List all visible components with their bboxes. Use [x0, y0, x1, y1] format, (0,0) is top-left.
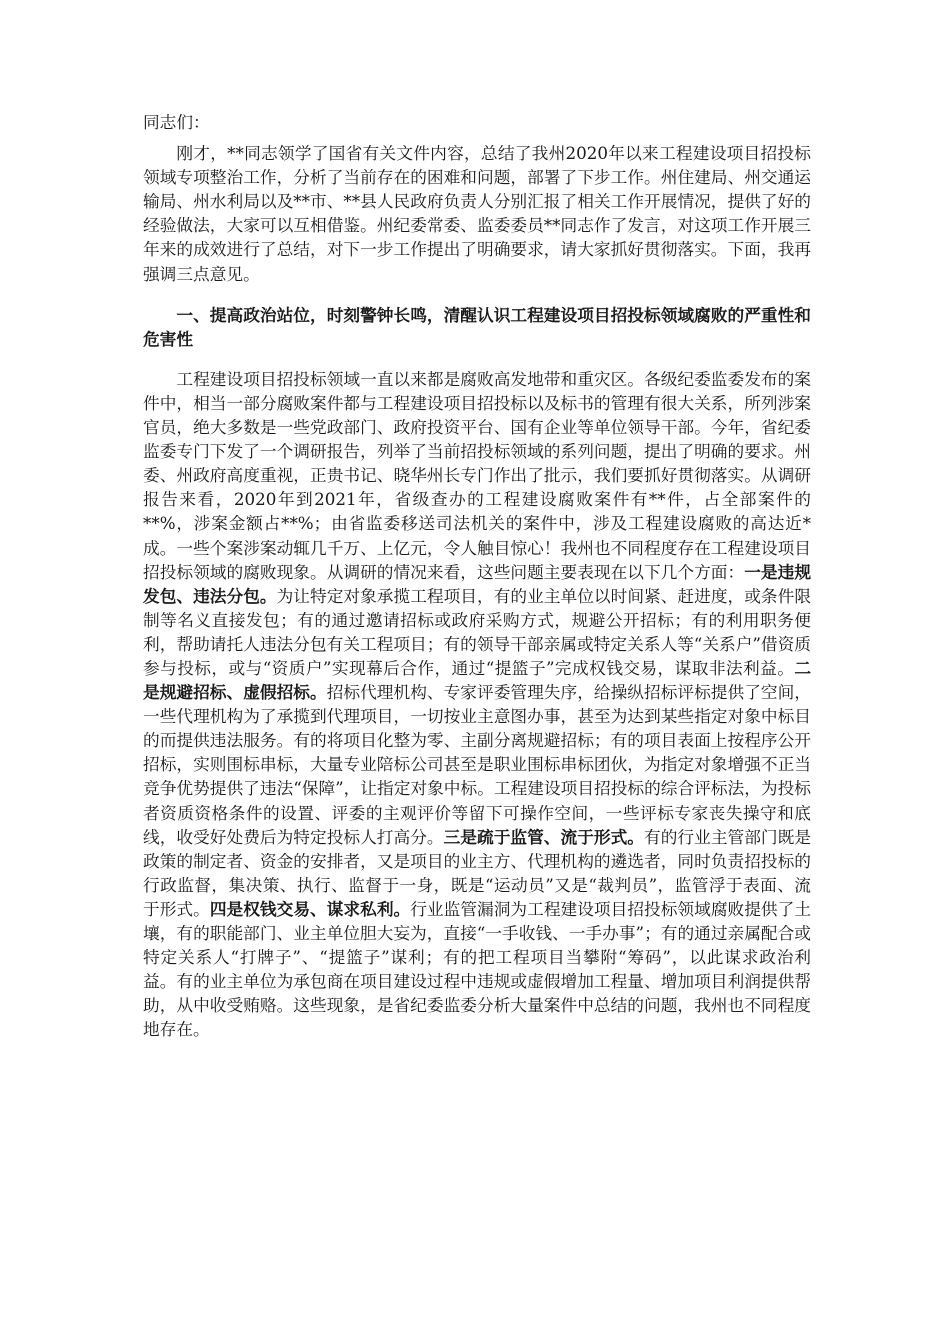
point4-text: 行业监管漏洞为工程建设项目招投标领域腐败提供了土壤，有的职能部门、业主单位胆大妄为，直接“一手收钱、一手办事”；有的通过亲属配合或特定关系人“打牌子”、“提篮子”谋利；有的把工程项目当攀附“筹码”，以此谋求政治利益。有的业主单位为承包商在项目建设过程中违规或虚假增加工程量、增加项目利润提供帮助，从中收受贿赂。这些现象，是省纪委监委分析大量案件中总结的问题，我州也不同程度地存在。 [143, 898, 812, 1040]
point3-text: 有的行业主管部门既是政策的制定者、资金的安排者，又是项目的业主方、代理机构的遴选者，同时负责招投标的行政监督，集决策、执行、监督于一身，既是“运动员”又是“裁判员”，监管浮于表面、流于形式。 [143, 826, 812, 919]
point2-title: 二是规避招标、虚假招标。 [143, 657, 811, 703]
point1-title: 一是违规发包、违法分包。 [143, 561, 812, 606]
point2-text: 招标代理机构、专家评委管理失序，给操纵招标评标提供了空间，一些代理机构为了承揽到代理项目，一切按业主意图办事，甚至为达到某些指定对象中标目的而提供违法服务。有的将项目化整为零、主副分离规避招标；有的项目表面上按程序公开招标，实则围标串标，大量专业陪标公司甚至是职业围标串标团伙，为指定对象增强不正当竞争优势提供了违法“保障”，让指定对象中标。工程建设项目招投标的综合评标法，为投标者资质资格条件的设置、评委的主观评价等留下可操作空间，一些评标专家丧失操守和底线，收受好处费后为特定投标人打高分。 [143, 682, 811, 847]
document-page [143, 110, 811, 1041]
body-text-part1: 工程建设项目招投标领域一直以来都是腐败高发地带和重灾区。各级纪委监委发布的案件中，相当一部分腐败案件都与工程建设项目招投标以及标书的管理有很大关系，所列涉案官员，绝大多数是一些党政部门、政府投资平台、国有企业等单位领导干部。今年，省纪委监委专门下发了一个调研报告，列举了当前招投标领域的系列问题，提出了明确的要求。州委、州政府高度重视，正贵书记、晓华州长专门作出了批示，我们要抓好贯彻落实。从调研报告来看，2020年到2021年，省级查办的工程建设腐败案件有**件，占全部案件的**%，涉案金额占**%；由省监委移送司法机关的案件中，涉及工程建设腐败的高达近*成。一些个案涉案动辄几千万、上亿元，令人触目惊心！我州也不同程度存在工程建设项目招投标领域的腐败现象。从调研的情况来看，这些问题主要表现在以下几个方面： [143, 368, 811, 582]
point3-title: 三是疏于监管、流于形式。 [443, 826, 645, 847]
point1-text: 为让特定对象承揽工程项目，有的业主单位以时间紧、赶进度，或条件限制等名义直接发包；有的通过邀请招标或政府采购方式，规避公开招标；有的利用职务便利，帮助请托人违法分包有关工程项目；有的领导干部亲属或特定关系人等“关系户”借资质参与投标，或与“资质户”实现幕后合作，通过“提篮子”完成权钱交易，谋取非法利益。 [143, 585, 812, 678]
intro-paragraph: 刚才，**同志领学了国省有关文件内容，总结了我州2020年以来工程建设项目招投标领域专项整治工作，分析了当前存在的困难和问题，部署了下步工作。州住建局、州交通运输局、州水利局以及**市、**县人民政府负责人分别汇报了相关工作开展情况，提供了好的经验做法，大家可以互相借鉴。州纪委常委、监委委员**同志作了发言，对这项工作开展三年来的成效进行了总结，对下一步工作提出了明确要求，请大家抓好贯彻落实。下面，我再强调三点意见。 [143, 143, 811, 284]
point4-title: 四是权钱交易、谋求私利。 [209, 898, 411, 919]
salutation: 同志们： [143, 112, 210, 132]
section-heading-1: 一、提高政治站位，时刻警钟长鸣，清醒认识工程建设项目招投标领域腐败的严重性和危害性 [143, 304, 811, 349]
body-paragraph [143, 367, 811, 1042]
